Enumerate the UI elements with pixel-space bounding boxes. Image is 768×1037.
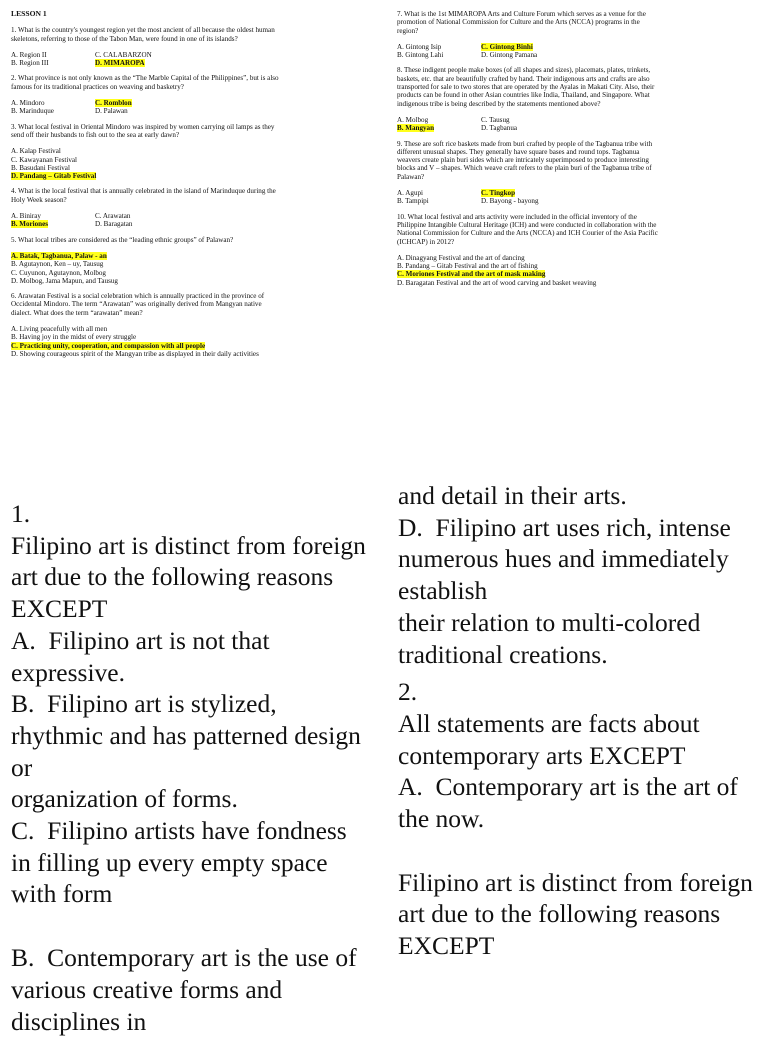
quiz-question: 1. What is the country's youngest region yet the most ancient of all because the oldest human skeletons, referring to those of the Tabon Man, were found in one of its islands? (11, 26, 275, 43)
text-line: D. Filipino art uses rich, intense numerous hues and immediately establish (398, 512, 731, 606)
text-line: their relation to multi-colored traditional creations. (398, 607, 701, 669)
answer-options (11, 252, 281, 285)
text-line: 2. (398, 677, 418, 707)
quiz-question: 5. What local tribes are considered as the “leading ethnic groups” of Palawan? (11, 235, 234, 244)
text-line: C. Filipino artists have fondness in filling up every empty space with form (11, 816, 347, 909)
answer-option: D. Bayong - bayong (481, 197, 539, 206)
answer-options (11, 325, 281, 358)
quiz-question: 2. What province is not only known as the “The Marble Capital of the Philippines”, but is also famous for its traditional practices on weaving and basketry? (11, 74, 279, 91)
correct-answer (95, 99, 281, 107)
answer-option: B. Having joy in the midst of every struggle (11, 333, 137, 342)
text-line: and detail in their arts. (398, 481, 627, 510)
answer-option: A. Agupi (397, 189, 424, 198)
text-line: Filipino art is distinct from foreign art due to the following reasons EXCEPT (398, 867, 753, 961)
answer-options (11, 51, 281, 68)
answer-option: A. Gintong Isip (397, 42, 442, 51)
answer-highlight: C. Tingkop (481, 189, 516, 198)
text-line: organization of forms. (11, 784, 238, 814)
answer-options (11, 147, 281, 180)
text-line: 1. (11, 499, 31, 528)
text-line: B. Filipino art is stylized, rhythmic and has patterned design or (11, 689, 361, 782)
answer-options (397, 43, 659, 60)
correct-answer (11, 342, 281, 350)
answer-option: C. CALABARZON (95, 50, 152, 59)
answer-option: B. Marinduque (11, 107, 54, 116)
answer-option: D. Tagbanua (481, 124, 518, 133)
correct-answer (11, 220, 95, 228)
correct-answer (11, 252, 281, 260)
answer-option: B. Gintong Lahi (397, 51, 444, 60)
answer-option: D. Molbog, Jama Mapun, and Tausug (11, 276, 118, 285)
answer-highlight: C. Romblon (95, 99, 132, 108)
quiz-question: 7. What is the 1st MIMAROPA Arts and Culture Forum which serves as a venue for the promotion of National Commission for Culture and the Arts (NCCA) programs in the region? (397, 10, 646, 35)
zoomed-text-right (398, 480, 768, 962)
answer-highlight: D. MIMAROPA (95, 59, 145, 68)
answer-option: B. Pandang – Gitab Festival and the art of fishing (397, 262, 538, 271)
answer-option: A. Mindoro (11, 99, 45, 108)
answer-option: A. Dinagyang Festival and the art of dancing (397, 253, 525, 262)
answer-highlight: B. Moriones (11, 220, 49, 229)
quiz-question: 10. What local festival and arts activity were included in the official inventory of the Philippine Intangible Cultural Heritage (ICH) and were conducted in collaboration with the National Commission for Culture and the Arts (NCCA) and ICH Courier of the Asia Pacific (ICHCAP) in 2012? (397, 212, 658, 246)
answer-options (11, 99, 281, 116)
answer-option: C. Cuyunon, Agutaynon, Molbog (11, 268, 106, 277)
answer-option: B. Region III (11, 59, 49, 68)
correct-answer (481, 189, 659, 197)
answer-options (11, 212, 281, 229)
answer-option: D. Palawan (95, 107, 128, 116)
text-line: Filipino art is distinct from foreign art due to the following reasons EXCEPT (11, 530, 366, 624)
correct-answer (397, 270, 659, 278)
correct-answer (95, 59, 281, 67)
answer-option: D. Baragatan (95, 220, 133, 229)
quiz-question: 9. These are soft rice baskets made from buri crafted by people of the Tagbanua tribe with different unusual shapes. They generally have square bases and round tops. Tagbanua weavers create plain buri sides which are intricately superimposed to produce interesting blocks and V – shapes. Which weave craft refers to the plain buri of the Tagbanua tribe of Palawan? (397, 139, 653, 181)
answer-option: B. Basudani Festival (11, 163, 70, 172)
answer-option: C. Kawayanan Festival (11, 155, 77, 164)
answer-highlight: C. Moriones Festival and the art of mask making (397, 270, 546, 279)
text-line: A. Filipino art is not that expressive. (11, 625, 270, 687)
answer-option: C. Tausug (481, 115, 510, 124)
answer-options (397, 254, 659, 287)
quiz-question: 4. What is the local festival that is annually celebrated in the island of Marinduque during the Holy Week season? (11, 187, 276, 204)
answer-option: D. Gintong Pamana (481, 51, 538, 60)
lesson-heading: LESSON 1 (11, 9, 47, 18)
answer-option: A. Region II (11, 50, 47, 59)
paragraph-gap (398, 835, 768, 867)
answer-option: B. Agutaynon, Ken – uy, Tausug (11, 260, 104, 269)
answer-option: A. Kalap Festival (11, 147, 61, 156)
answer-highlight: D. Pandang – Gitab Festival (11, 172, 97, 181)
answer-highlight: C. Practicing unity, cooperation, and compassion with all people (11, 341, 206, 350)
thumbnail-page (0, 0, 768, 468)
correct-answer (11, 172, 281, 180)
zoomed-text-left (11, 498, 371, 1037)
answer-option: D. Showing courageous spirit of the Mangyan tribe as displayed in their daily activities (11, 349, 259, 358)
answer-option: C. Arawatan (95, 212, 131, 221)
quiz-column-left (11, 10, 281, 365)
quiz-column-right (397, 10, 659, 294)
answer-highlight: C. Gintong Binhi (481, 42, 533, 51)
answer-highlight: A. Batak, Tagbanua, Palaw - an (11, 251, 107, 260)
text-line: B. Contemporary art is the use of various creative forms and disciplines in (11, 943, 357, 1036)
text-line: A. Contemporary art is the art of the now. (398, 772, 738, 834)
answer-option: A. Biniray (11, 212, 41, 221)
answer-options (397, 116, 659, 133)
quiz-question: 6. Arawatan Festival is a social celebration which is annually practiced in the province of Occidental Mindoro. The term “Arawatan” was originally derived from Mangyan native dialect. What does the term “arawatan” mean? (11, 292, 265, 317)
answer-options (397, 189, 659, 206)
answer-option: A. Living peacefully with all men (11, 325, 108, 334)
quiz-question: 3. What local festival in Oriental Mindoro was inspired by women carrying oil lamps as they send off their husbands to fish out to the sea at early dawn? (11, 122, 275, 139)
answer-option: D. Baragatan Festival and the art of wood carving and basket weaving (397, 278, 597, 287)
paragraph-gap (11, 910, 371, 942)
answer-option: A. Molbog (397, 115, 429, 124)
correct-answer (481, 43, 659, 51)
quiz-question: 8. These indigent people make boxes (of all shapes and sizes), placemats, plates, trinkets, baskets, etc. that are beautifully crafted by hand. Their indigenous arts and crafts are also transported for sale to two stores that are operated by the Ayalas in Makati City. Also, their products can be found in other Asian countries like India, Thailand, and Singapore. What indigenous tribe is being described by the statements mentioned above? (397, 66, 655, 108)
answer-option: B. Tampipi (397, 197, 429, 206)
answer-highlight: B. Mangyan (397, 124, 435, 133)
correct-answer (397, 124, 481, 132)
text-line: All statements are facts about contemporary arts EXCEPT (398, 708, 700, 770)
